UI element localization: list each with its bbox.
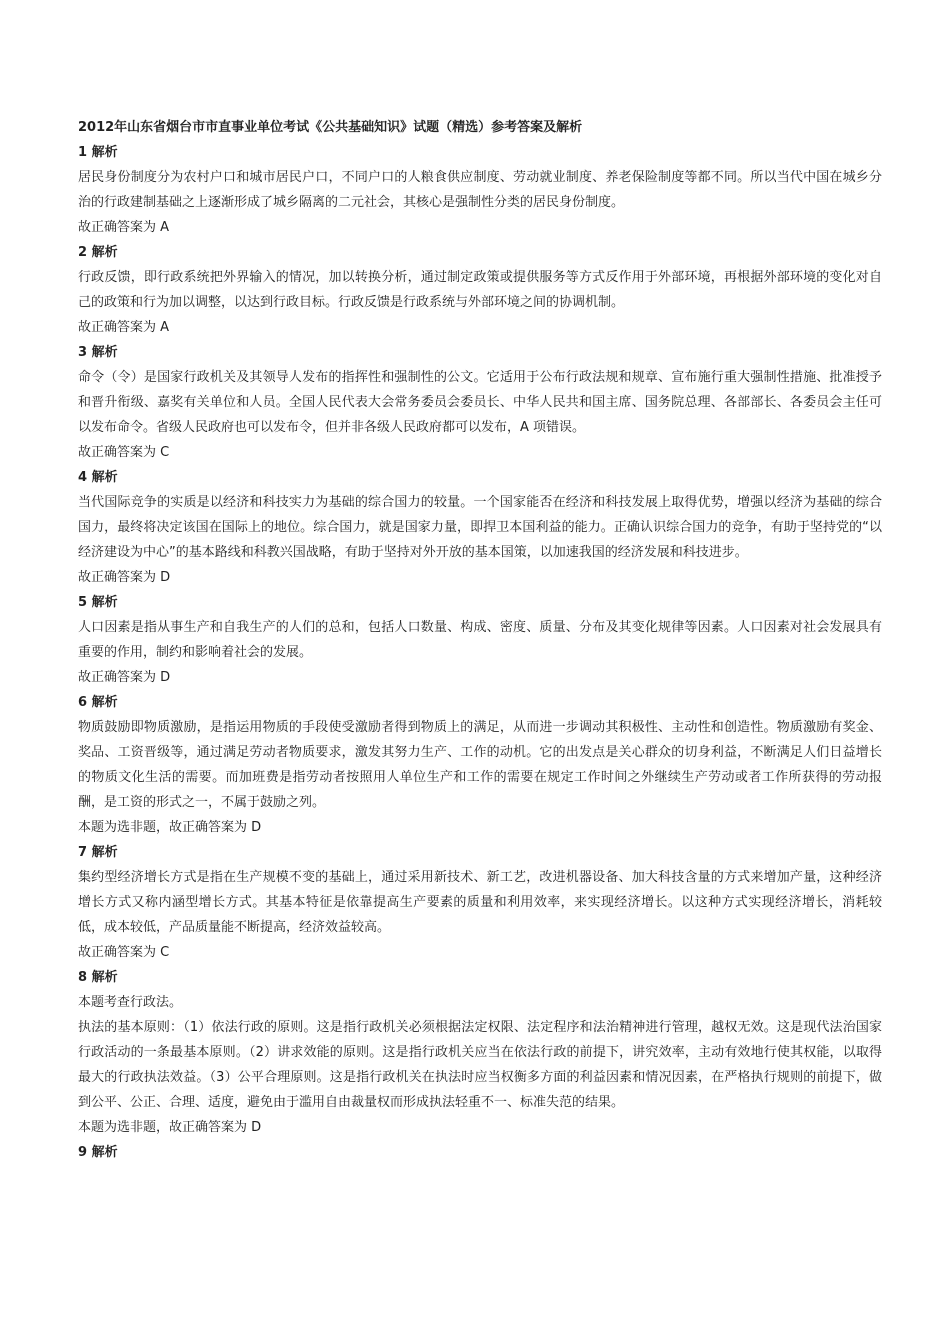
item-explanation: 行政反馈，即行政系统把外界输入的情况，加以转换分析，通过制定政策或提供服务等方式反作用于外部环境，再根据外部环境的变化对自己的政策和行为加以调整，以达到行政目标。行政反馈是行政系统与外部环境之间的协调机制。	[78, 270, 882, 310]
item-answer: 本题为选非题，故正确答案为 D	[78, 820, 262, 835]
answer-item-5	[78, 590, 882, 690]
item-answer: 故正确答案为 C	[78, 945, 170, 960]
item-heading: 3 解析	[78, 345, 118, 360]
item-answer: 故正确答案为 A	[78, 220, 170, 235]
item-explanation: 当代国际竞争的实质是以经济和科技实力为基础的综合国力的较量。一个国家能否在经济和科技发展上取得优势，增强以经济为基础的综合国力，最终将决定该国在国际上的地位。综合国力，就是国家力量，即捍卫本国利益的能力。正确认识综合国力的竞争，有助于坚持党的“以经济建设为中心”的基本路线和科教兴国战略，有助于坚持对外开放的基本国策，以加速我国的经济发展和科技进步。	[78, 495, 882, 560]
item-answer: 本题为选非题，故正确答案为 D	[78, 1120, 262, 1135]
answer-item-8	[78, 965, 882, 1140]
answer-item-7	[78, 840, 882, 965]
document-title: 2012年山东省烟台市市直事业单位考试《公共基础知识》试题（精选）参考答案及解析	[78, 120, 583, 135]
item-explanation: 人口因素是指从事生产和自我生产的人们的总和，包括人口数量、构成、密度、质量、分布及其变化规律等因素。人口因素对社会发展具有重要的作用，制约和影响着社会的发展。	[78, 620, 882, 660]
item-heading: 8 解析	[78, 970, 118, 985]
item-explanation: 居民身份制度分为农村户口和城市居民户口，不同户口的人粮食供应制度、劳动就业制度、养老保险制度等都不同。所以当代中国在城乡分治的行政建制基础之上逐渐形成了城乡隔离的二元社会，其核心是强制性分类的居民身份制度。	[78, 170, 882, 210]
item-heading: 6 解析	[78, 695, 118, 710]
answer-item-4	[78, 465, 882, 590]
item-explanation: 执法的基本原则：（1）依法行政的原则。这是指行政机关必须根据法定权限、法定程序和法治精神进行管理，越权无效。这是现代法治国家行政活动的一条最基本原则。（2）讲求效能的原则。这是指行政机关应当在依法行政的前提下，讲究效率，主动有效地行使其权能，以取得最大的行政执法效益。（3）公平合理原则。这是指行政机关在执法时应当权衡多方面的利益因素和情况因素，在严格执行规则的前提下，做到公平、公正、合理、适度，避免由于滥用自由裁量权而形成执法轻重不一、标准失范的结果。	[78, 1020, 882, 1110]
item-heading: 1 解析	[78, 145, 118, 160]
item-explanation: 集约型经济增长方式是指在生产规模不变的基础上，通过采用新技术、新工艺，改进机器设备、加大科技含量的方式来增加产量，这种经济增长方式又称内涵型增长方式。其基本特征是依靠提高生产要素的质量和利用效率，来实现经济增长。以这种方式实现经济增长，消耗较低，成本较低，产品质量能不断提高，经济效益较高。	[78, 870, 882, 935]
document-page	[78, 116, 882, 1165]
item-heading: 4 解析	[78, 470, 118, 485]
item-answer: 故正确答案为 C	[78, 445, 170, 460]
item-explanation: 物质鼓励即物质激励，是指运用物质的手段使受激励者得到物质上的满足，从而进一步调动其积极性、主动性和创造性。物质激励有奖金、奖品、工资晋级等，通过满足劳动者物质要求，激发其努力生产、工作的动机。它的出发点是关心群众的切身利益，不断满足人们日益增长的物质文化生活的需要。而加班费是指劳动者按照用人单位生产和工作的需要在规定工作时间之外继续生产劳动或者工作所获得的劳动报酬，是工资的形式之一，不属于鼓励之列。	[78, 720, 882, 810]
item-heading: 2 解析	[78, 245, 118, 260]
item-heading: 7 解析	[78, 845, 118, 860]
item-answer: 故正确答案为 D	[78, 570, 171, 585]
item-explanation: 本题考查行政法。	[78, 995, 183, 1010]
answer-item-3	[78, 340, 882, 465]
item-heading: 9 解析	[78, 1145, 118, 1160]
item-answer: 故正确答案为 D	[78, 670, 171, 685]
item-heading: 5 解析	[78, 595, 118, 610]
answer-item-9	[78, 1140, 882, 1165]
item-answer: 故正确答案为 A	[78, 320, 170, 335]
answer-item-1	[78, 140, 882, 240]
answer-item-6	[78, 690, 882, 840]
answer-item-2	[78, 240, 882, 340]
item-explanation: 命令（令）是国家行政机关及其领导人发布的指挥性和强制性的公文。它适用于公布行政法规和规章、宣布施行重大强制性措施、批准授予和晋升衔级、嘉奖有关单位和人员。全国人民代表大会常务委员会委员长、中华人民共和国主席、国务院总理、各部部长、各委员会主任可以发布命令。省级人民政府也可以发布令，但并非各级人民政府都可以发布，A 项错误。	[78, 370, 882, 435]
